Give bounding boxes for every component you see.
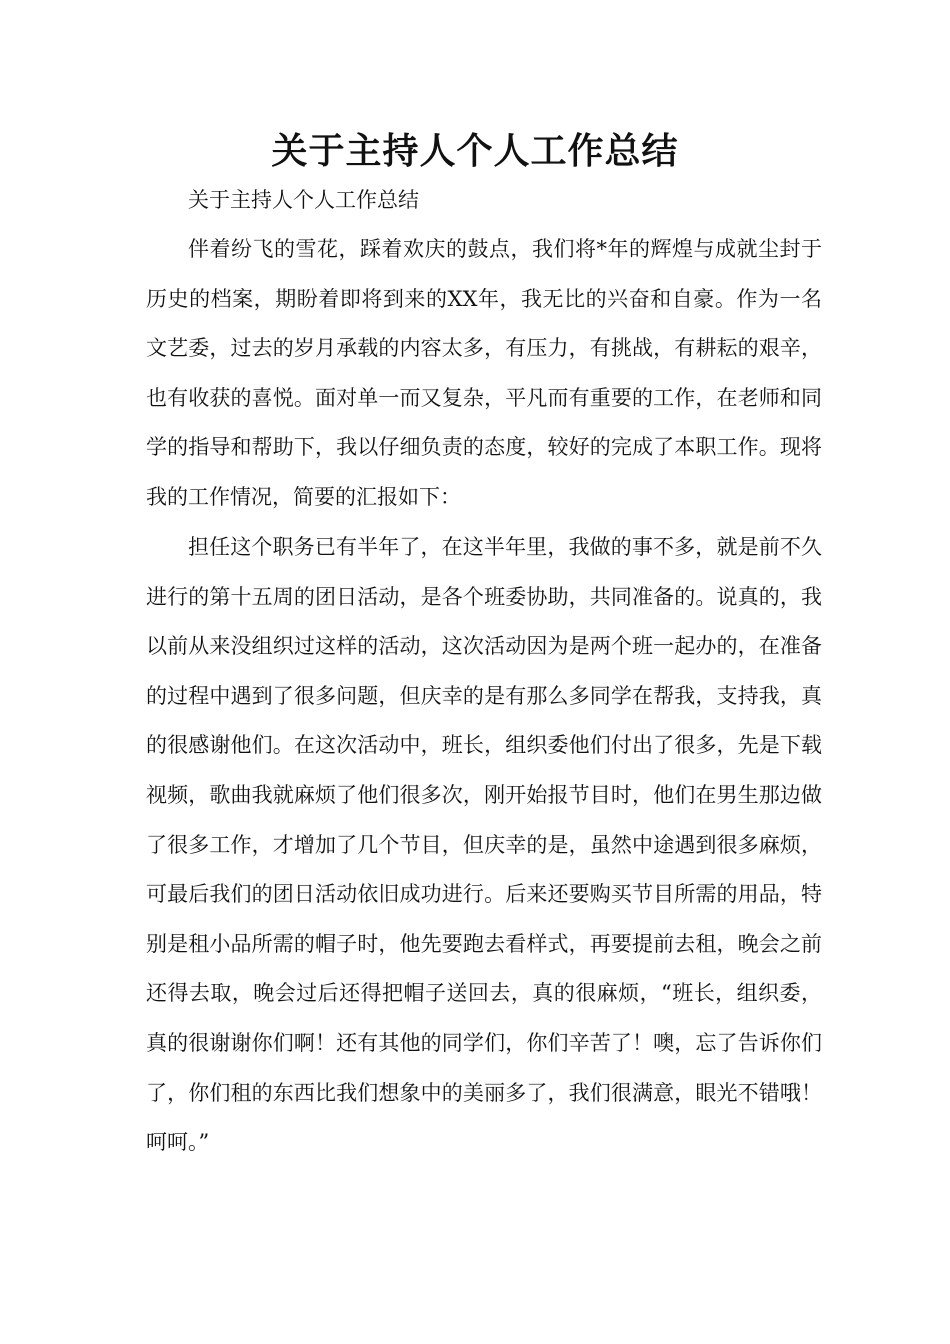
paragraph-1: 伴着纷飞的雪花，踩着欢庆的鼓点，我们将*年的辉煌与成就尘封于历史的档案，期盼着即将到来的XX年，我无比的兴奋和自豪。作为一名文艺委，过去的岁月承载的内容太多，有压力，有挑战，有耕耘的艰辛，也有收获的喜悦。面对单一而又复杂，平凡而有重要的工作，在老师和同学的指导和帮助下，我以仔细负责的态度，较好的完成了本职工作。现将我的工作情况，简要的汇报如下： — [146, 237, 822, 509]
paragraph-2: 担任这个职务已有半年了，在这半年里，我做的事不多，就是前不久进行的第十五周的团日活动，是各个班委协助，共同准备的。说真的，我以前从来没组织过这样的活动，这次活动因为是两个班一起办的，在准备的过程中遇到了很多问题，但庆幸的是有那么多同学在帮我，支持我，真的很感谢他们。在这次活动中，班长，组织委他们付出了很多，先是下载视频，歌曲我就麻烦了他们很多次，刚开始报节目时，他们在男生那边做了很多工作，才增加了几个节目，但庆幸的是，虽然中途遇到很多麻烦，可最后我们的团日活动依旧成功进行。后来还要购买节目所需的用品，特别是租小品所需的帽子时，他先要跑去看样式，再要提前去租，晚会之前还得去取，晚会过后还得把帽子送回去，真的很麻烦，“班长，组织委，真的很谢谢你们啊！还有其他的同学们，你们辛苦了！噢，忘了告诉你们了，你们租的东西比我们想象中的美丽多了，我们很满意，眼光不错哦！呵呵。” — [146, 535, 822, 1155]
page-title: 关于主持人个人工作总结 — [271, 131, 679, 172]
document-subtitle: 关于主持人个人工作总结 — [188, 188, 419, 212]
